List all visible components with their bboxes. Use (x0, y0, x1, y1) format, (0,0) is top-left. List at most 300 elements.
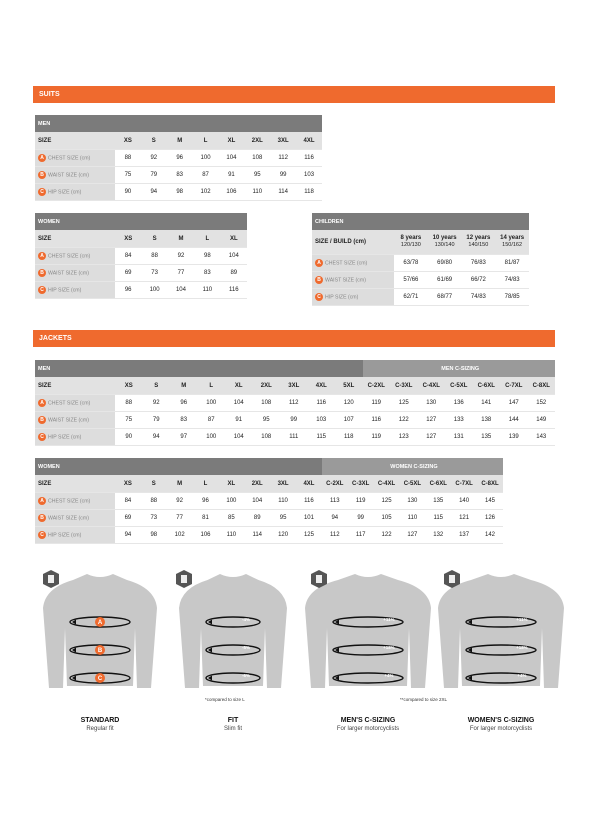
jackets_men-title: MEN (35, 360, 363, 377)
chest-value: 92 (168, 248, 194, 265)
waist-value: 66/72 (462, 272, 496, 289)
c-measure-label (35, 282, 115, 299)
chest-value: 120 (335, 395, 363, 412)
waist-value: 99 (270, 167, 296, 184)
waist-value: 95 (253, 412, 281, 429)
percentage-label: +18% (383, 645, 395, 650)
jacket-illustration (35, 568, 165, 694)
chest-value: 108 (244, 150, 270, 167)
hip-value: 100 (141, 282, 167, 299)
size-header: 2XL (253, 377, 281, 395)
size-header: C-6XL (425, 475, 451, 493)
chest-value: 140 (451, 493, 477, 510)
garment-icon (449, 575, 455, 583)
size-header: C-4XL (374, 475, 400, 493)
hip-value: 127 (418, 429, 446, 446)
waist-value: 79 (141, 167, 167, 184)
c-measure-label (35, 429, 115, 446)
suits-men-table (35, 115, 322, 201)
hip-value: 132 (425, 527, 451, 544)
waist-value: 122 (390, 412, 418, 429)
fit-note: *compared to size L (205, 697, 245, 702)
size-header: XL (218, 475, 244, 493)
jacket-body (305, 574, 431, 688)
size-header: L (193, 132, 219, 150)
size-header: XS (115, 230, 141, 248)
chest-row (35, 395, 555, 412)
fit-title: WOMEN'S C-SIZING (467, 717, 535, 724)
chest-value: 141 (473, 395, 501, 412)
fit-subtitle: Slim fit (224, 726, 242, 732)
waist-value: 57/66 (394, 272, 428, 289)
waist-value: 99 (348, 510, 374, 527)
fit-title: MEN'S C-SIZING (340, 717, 396, 724)
measure-text: CHEST SIZE (cm) (48, 155, 91, 162)
waist-value: 95 (244, 167, 270, 184)
waist-value: 73 (141, 265, 167, 282)
size-header: C-2XL (363, 377, 391, 395)
size-header: 4XL (308, 377, 336, 395)
size-header: M (168, 230, 194, 248)
measure-badge-a: A (38, 497, 46, 505)
hip-row (35, 527, 503, 544)
age-header (462, 230, 496, 255)
percentage-label: +11% (383, 617, 395, 622)
hip-value: 90 (115, 429, 143, 446)
hip-value: 110 (244, 184, 270, 201)
hip-row (35, 429, 555, 446)
measure-text: HIP SIZE (cm) (48, 532, 82, 539)
hip-value: 94 (141, 184, 167, 201)
waist-value: 107 (335, 412, 363, 429)
chest-row (35, 150, 322, 167)
jacket-illustration (168, 568, 298, 694)
size-header: C-5XL (445, 377, 473, 395)
age-label: 10 years (432, 235, 457, 241)
chest-value: 84 (115, 493, 141, 510)
fit-title: FIT (227, 717, 239, 724)
waist-value: 73 (141, 510, 167, 527)
waist-value: 115 (425, 510, 451, 527)
a-measure-label (312, 255, 394, 272)
build-label: 150/162 (502, 242, 523, 248)
waist-row (35, 510, 503, 527)
hip-value: 114 (270, 184, 296, 201)
chest-value: 116 (308, 395, 336, 412)
hip-value: 94 (115, 527, 141, 544)
chest-value: 136 (445, 395, 473, 412)
hip-value: 117 (348, 527, 374, 544)
hip-value: 127 (399, 527, 425, 544)
measure-badge-a: A (38, 399, 46, 407)
chest-value: 108 (253, 395, 281, 412)
waist-value: 89 (221, 265, 247, 282)
percentage-label: -4% (241, 617, 251, 622)
size-header: C-6XL (473, 377, 501, 395)
size-header: 2XL (244, 475, 270, 493)
waist-value: 103 (296, 167, 322, 184)
jackets-banner: JACKETS (33, 330, 555, 347)
womens-csizing-caption (436, 717, 566, 732)
measure-text: WAIST SIZE (cm) (48, 172, 89, 179)
fit-caption (168, 717, 298, 732)
waist-value: 69 (115, 510, 141, 527)
size-header: L (193, 475, 219, 493)
hip-value: 135 (473, 429, 501, 446)
size-header: C-3XL (390, 377, 418, 395)
waist-value: 77 (168, 265, 194, 282)
hip-value: 94 (143, 429, 171, 446)
size-header: 4XL (296, 475, 322, 493)
size-header: C-7XL (500, 377, 528, 395)
hip-value: 74/83 (462, 289, 496, 306)
chest-value: 88 (115, 395, 143, 412)
hip-value: 108 (253, 429, 281, 446)
chest-value: 88 (141, 248, 167, 265)
hip-value: 118 (335, 429, 363, 446)
age-label: 12 years (466, 235, 491, 241)
measure-badge-a: A (38, 154, 46, 162)
c-measure-label (35, 184, 115, 201)
waist-value: 133 (445, 412, 473, 429)
measure-badge-c: C (315, 293, 323, 301)
waist-value: 74/83 (495, 272, 529, 289)
measure-text: WAIST SIZE (cm) (48, 270, 89, 277)
garment-icon (316, 575, 322, 583)
waist-row (35, 167, 322, 184)
size-header: L (194, 230, 220, 248)
b-measure-label (35, 265, 115, 282)
chest-value: 119 (348, 493, 374, 510)
chest-value: 96 (170, 395, 198, 412)
percentage-label: -6% (241, 673, 251, 678)
children-table (312, 213, 529, 306)
children-title: CHILDREN (312, 213, 529, 230)
fit-title: STANDARD (80, 717, 120, 724)
waist-value: 101 (296, 510, 322, 527)
measure-text: CHEST SIZE (cm) (48, 253, 91, 260)
chest-value: 130 (399, 493, 425, 510)
size-header: XS (115, 475, 141, 493)
standard-caption (35, 717, 165, 732)
chest-value: 69/80 (428, 255, 462, 272)
size-header: XL (219, 132, 245, 150)
size-header: S (143, 377, 171, 395)
chest-value: 104 (225, 395, 253, 412)
jackets-men-table (35, 360, 555, 446)
size-label: SIZE (35, 132, 115, 150)
waist-value: 81 (193, 510, 219, 527)
chest-value: 119 (363, 395, 391, 412)
mens-csizing-jacket-figure (303, 568, 433, 694)
waist-value: 105 (374, 510, 400, 527)
size-header: L (198, 377, 226, 395)
size-header: XL (225, 377, 253, 395)
chest-value: 92 (141, 150, 167, 167)
waist-value: 91 (219, 167, 245, 184)
measure-point-label: A (97, 620, 103, 626)
measure-badge-b: B (38, 514, 46, 522)
build-label: 130/140 (434, 242, 455, 248)
hip-row (35, 184, 322, 201)
chest-value: 104 (219, 150, 245, 167)
hip-value: 131 (445, 429, 473, 446)
waist-value: 83 (194, 265, 220, 282)
jackets_women-title: WOMEN (35, 458, 322, 475)
measure-text: CHEST SIZE (cm) (325, 260, 368, 267)
hip-value: 102 (193, 184, 219, 201)
mens-csizing-caption (303, 717, 433, 732)
chest-value: 135 (425, 493, 451, 510)
chest-value: 84 (115, 248, 141, 265)
chest-value: 96 (193, 493, 219, 510)
age-label: 8 years (400, 235, 422, 241)
hip-value: 143 (528, 429, 556, 446)
hip-value: 115 (308, 429, 336, 446)
waist-value: 127 (418, 412, 446, 429)
measure-text: WAIST SIZE (cm) (48, 417, 89, 424)
chest-row (312, 255, 529, 272)
b-measure-label (35, 510, 115, 527)
percentage-label: -5% (241, 645, 251, 650)
hip-row (35, 282, 247, 299)
chest-value: 63/78 (394, 255, 428, 272)
standard-jacket-figure (35, 568, 165, 694)
size-header: 3XL (270, 475, 296, 493)
chest-value: 96 (167, 150, 193, 167)
size-label: SIZE (35, 475, 115, 493)
jacket-body (179, 574, 287, 688)
fit-subtitle: Regular fit (86, 726, 114, 732)
waist-value: 79 (143, 412, 171, 429)
waist-value: 83 (170, 412, 198, 429)
measure-text: WAIST SIZE (cm) (325, 277, 366, 284)
size-header: C-2XL (322, 475, 348, 493)
size-header: C-8XL (477, 475, 503, 493)
c-measure-label (35, 527, 115, 544)
size-header: S (141, 475, 167, 493)
jacket-illustration (436, 568, 566, 694)
hip-value: 120 (270, 527, 296, 544)
chest-value: 113 (322, 493, 348, 510)
size-label: SIZE (35, 377, 115, 395)
waist-value: 94 (322, 510, 348, 527)
waist-value: 85 (218, 510, 244, 527)
chest-value: 92 (143, 395, 171, 412)
measure-badge-b: B (38, 416, 46, 424)
waist-value: 83 (167, 167, 193, 184)
hip-row (312, 289, 529, 306)
waist-row (35, 412, 555, 429)
b-measure-label (312, 272, 394, 289)
waist-value: 103 (308, 412, 336, 429)
size-header: 3XL (270, 132, 296, 150)
a-measure-label (35, 493, 115, 510)
hip-value: 118 (296, 184, 322, 201)
size-header: 4XL (296, 132, 322, 150)
chest-value: 116 (296, 493, 322, 510)
hip-value: 68/77 (428, 289, 462, 306)
measure-point-label: B (97, 648, 103, 654)
jacket-body (43, 574, 157, 688)
percentage-label: +11% (516, 617, 528, 622)
percentage-label: +4% (517, 673, 527, 678)
chest-value: 152 (528, 395, 556, 412)
jacket-body (438, 574, 564, 688)
hip-value: 100 (198, 429, 226, 446)
size-header: XL (221, 230, 247, 248)
waist-row (312, 272, 529, 289)
waist-value: 87 (193, 167, 219, 184)
hip-value: 97 (170, 429, 198, 446)
chest-value: 88 (115, 150, 141, 167)
hip-value: 125 (296, 527, 322, 544)
b-measure-label (35, 167, 115, 184)
waist-value: 121 (451, 510, 477, 527)
size-header: 3XL (280, 377, 308, 395)
percentage-label: +18% (516, 645, 528, 650)
hip-value: 116 (221, 282, 247, 299)
waist-value: 126 (477, 510, 503, 527)
chest-value: 100 (218, 493, 244, 510)
chest-value: 112 (280, 395, 308, 412)
chest-value: 100 (198, 395, 226, 412)
a-measure-label (35, 248, 115, 265)
waist-value: 99 (280, 412, 308, 429)
suits-women-table (35, 213, 247, 299)
chest-value: 81/87 (495, 255, 529, 272)
chest-value: 110 (270, 493, 296, 510)
percentage-label: +4% (384, 673, 394, 678)
waist-value: 89 (244, 510, 270, 527)
waist-row (35, 265, 247, 282)
size-header: M (170, 377, 198, 395)
size-header: 2XL (244, 132, 270, 150)
size-header: XS (115, 132, 141, 150)
hip-value: 98 (141, 527, 167, 544)
jackets_men-csizing-title: MEN C-SIZING (363, 360, 556, 377)
chest-value: 147 (500, 395, 528, 412)
fit-jacket-figure (168, 568, 298, 694)
chest-value: 104 (221, 248, 247, 265)
size-header: S (141, 132, 167, 150)
hip-value: 110 (194, 282, 220, 299)
b-measure-label (35, 412, 115, 429)
hip-value: 123 (390, 429, 418, 446)
size-header: M (167, 475, 193, 493)
measure-text: HIP SIZE (cm) (48, 287, 82, 294)
hip-value: 119 (363, 429, 391, 446)
size-header: C-8XL (528, 377, 556, 395)
hip-value: 90 (115, 184, 141, 201)
age-header (394, 230, 428, 255)
size-header: M (167, 132, 193, 150)
measure-badge-c: C (38, 286, 46, 294)
chest-value: 92 (167, 493, 193, 510)
chest-value: 145 (477, 493, 503, 510)
chest-value: 112 (270, 150, 296, 167)
measure-point-label: C (97, 676, 103, 682)
chest-value: 100 (193, 150, 219, 167)
fit-subtitle: For larger motorcyclists (469, 726, 533, 732)
size-header: XS (115, 377, 143, 395)
hip-value: 78/85 (495, 289, 529, 306)
csizing-note: **compared to size 2XL (400, 697, 448, 702)
waist-value: 69 (115, 265, 141, 282)
suits_men-title: MEN (35, 115, 322, 132)
size-build-label: SIZE / BUILD (cm) (312, 230, 394, 255)
jackets-women-table (35, 458, 503, 544)
build-label: 140/150 (468, 242, 489, 248)
size-label: SIZE (35, 230, 115, 248)
jacket-illustration (303, 568, 433, 694)
hip-value: 137 (451, 527, 477, 544)
measure-badge-c: C (38, 188, 46, 196)
size-header: C-5XL (399, 475, 425, 493)
waist-value: 110 (399, 510, 425, 527)
hip-value: 96 (115, 282, 141, 299)
size-header: C-4XL (418, 377, 446, 395)
age-header (428, 230, 462, 255)
c-measure-label (312, 289, 394, 306)
chest-row (35, 493, 503, 510)
suits_women-title: WOMEN (35, 213, 247, 230)
chest-value: 130 (418, 395, 446, 412)
waist-value: 116 (363, 412, 391, 429)
hip-value: 62/71 (394, 289, 428, 306)
measure-badge-b: B (38, 269, 46, 277)
measure-text: WAIST SIZE (cm) (48, 515, 89, 522)
jackets_women-csizing-title: WOMEN C-SIZING (322, 458, 503, 475)
suits-banner: SUITS (33, 86, 555, 103)
hip-value: 112 (322, 527, 348, 544)
garment-icon (181, 575, 187, 583)
waist-value: 77 (167, 510, 193, 527)
chest-value: 104 (244, 493, 270, 510)
measure-badge-a: A (38, 252, 46, 260)
measure-badge-c: C (38, 433, 46, 441)
waist-value: 138 (473, 412, 501, 429)
chest-value: 76/83 (462, 255, 496, 272)
chest-row (35, 248, 247, 265)
measure-text: CHEST SIZE (cm) (48, 498, 91, 505)
size-header: S (141, 230, 167, 248)
measure-badge-b: B (38, 171, 46, 179)
hip-value: 139 (500, 429, 528, 446)
waist-value: 61/69 (428, 272, 462, 289)
waist-value: 91 (225, 412, 253, 429)
waist-value: 95 (270, 510, 296, 527)
chest-value: 125 (390, 395, 418, 412)
build-label: 120/130 (400, 242, 421, 248)
waist-value: 87 (198, 412, 226, 429)
waist-value: 75 (115, 412, 143, 429)
measure-badge-b: B (315, 276, 323, 284)
measure-text: CHEST SIZE (cm) (48, 400, 91, 407)
a-measure-label (35, 395, 115, 412)
measure-text: HIP SIZE (cm) (48, 434, 82, 441)
womens-csizing-jacket-figure (436, 568, 566, 694)
size-header: C-3XL (348, 475, 374, 493)
hip-value: 104 (225, 429, 253, 446)
chest-value: 98 (194, 248, 220, 265)
hip-value: 122 (374, 527, 400, 544)
hip-value: 111 (280, 429, 308, 446)
waist-value: 149 (528, 412, 556, 429)
waist-value: 144 (500, 412, 528, 429)
fit-subtitle: For larger motorcyclists (336, 726, 400, 732)
measure-text: HIP SIZE (cm) (325, 294, 359, 301)
